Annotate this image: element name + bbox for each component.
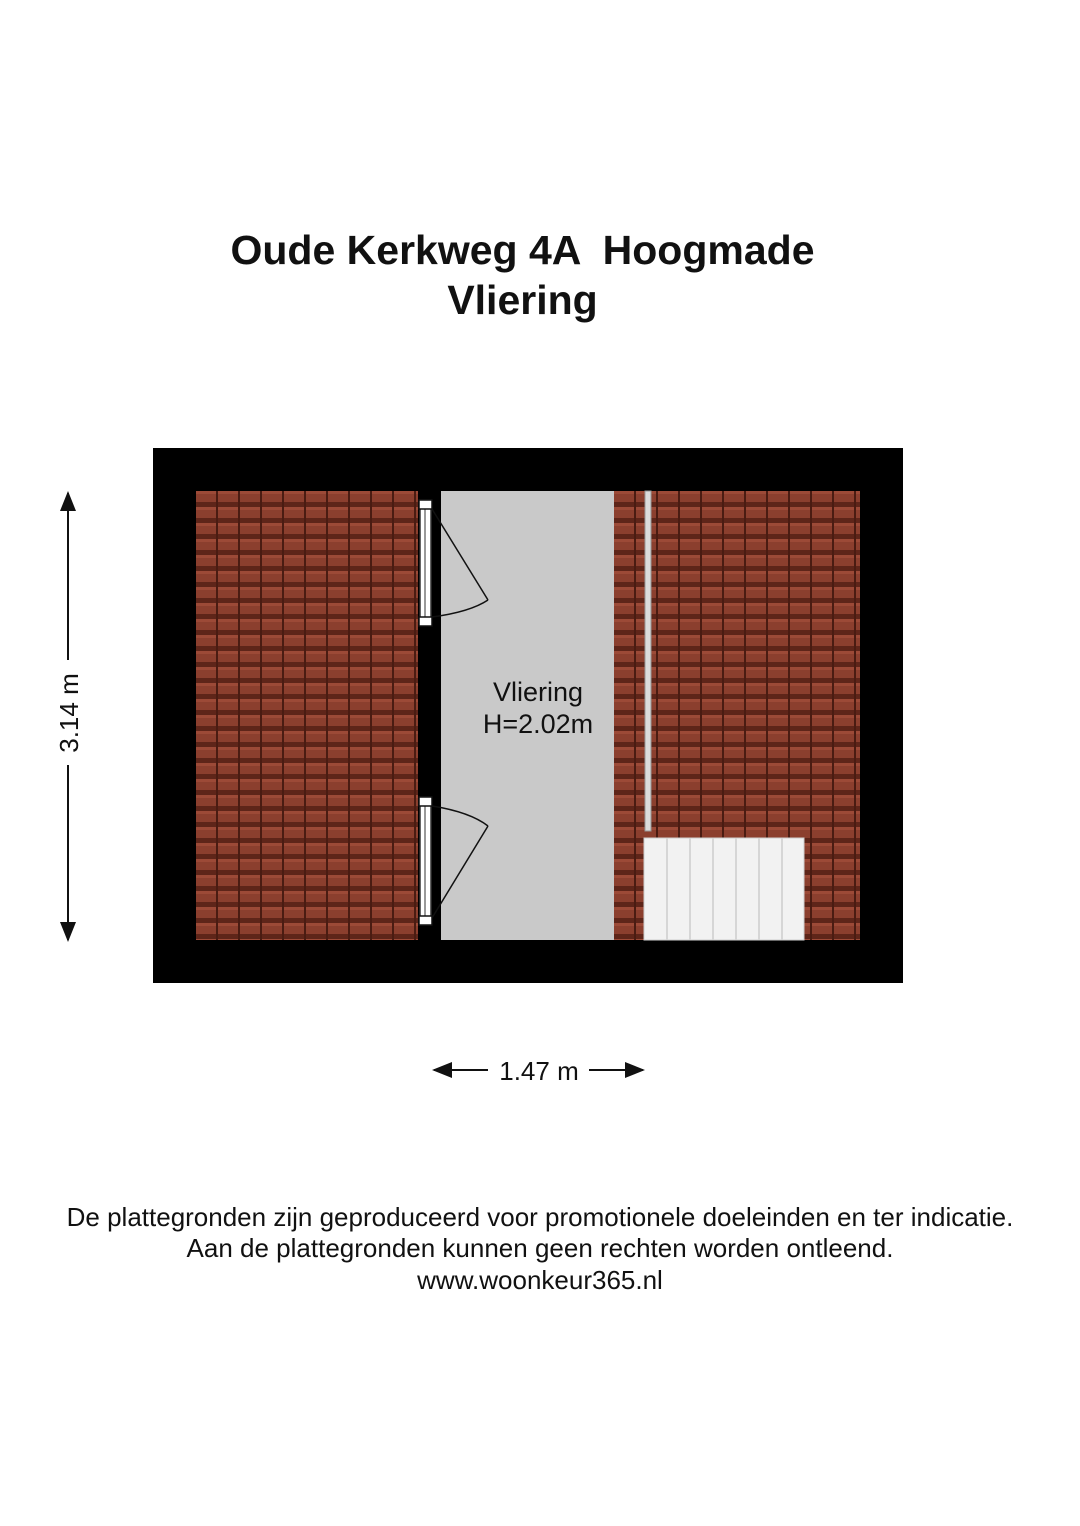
roof-left	[196, 491, 418, 940]
plan-title-floor: Vliering	[447, 277, 598, 323]
stair-railing	[645, 491, 651, 831]
plan-title-address: Oude Kerkweg 4A Hoogmade	[230, 227, 815, 273]
width-dimension-label: 1.47 m	[499, 1056, 579, 1086]
width-dimension	[434, 1056, 643, 1086]
website-link[interactable]: www.woonkeur365.nl	[417, 1265, 663, 1295]
height-dimension	[54, 493, 84, 940]
disclaimer-line-2: Aan de plattegronden kunnen geen rechten worden ontleend.	[186, 1233, 894, 1263]
staircase	[644, 838, 804, 940]
disclaimer-line-1: De plattegronden zijn geproduceerd voor promotionele doeleinden en ter indicatie.	[66, 1202, 1014, 1232]
height-dimension-label: 3.14 m	[54, 673, 84, 753]
room-name-label: Vliering	[492, 677, 584, 707]
room-height-label: H=2.02m	[482, 709, 594, 739]
